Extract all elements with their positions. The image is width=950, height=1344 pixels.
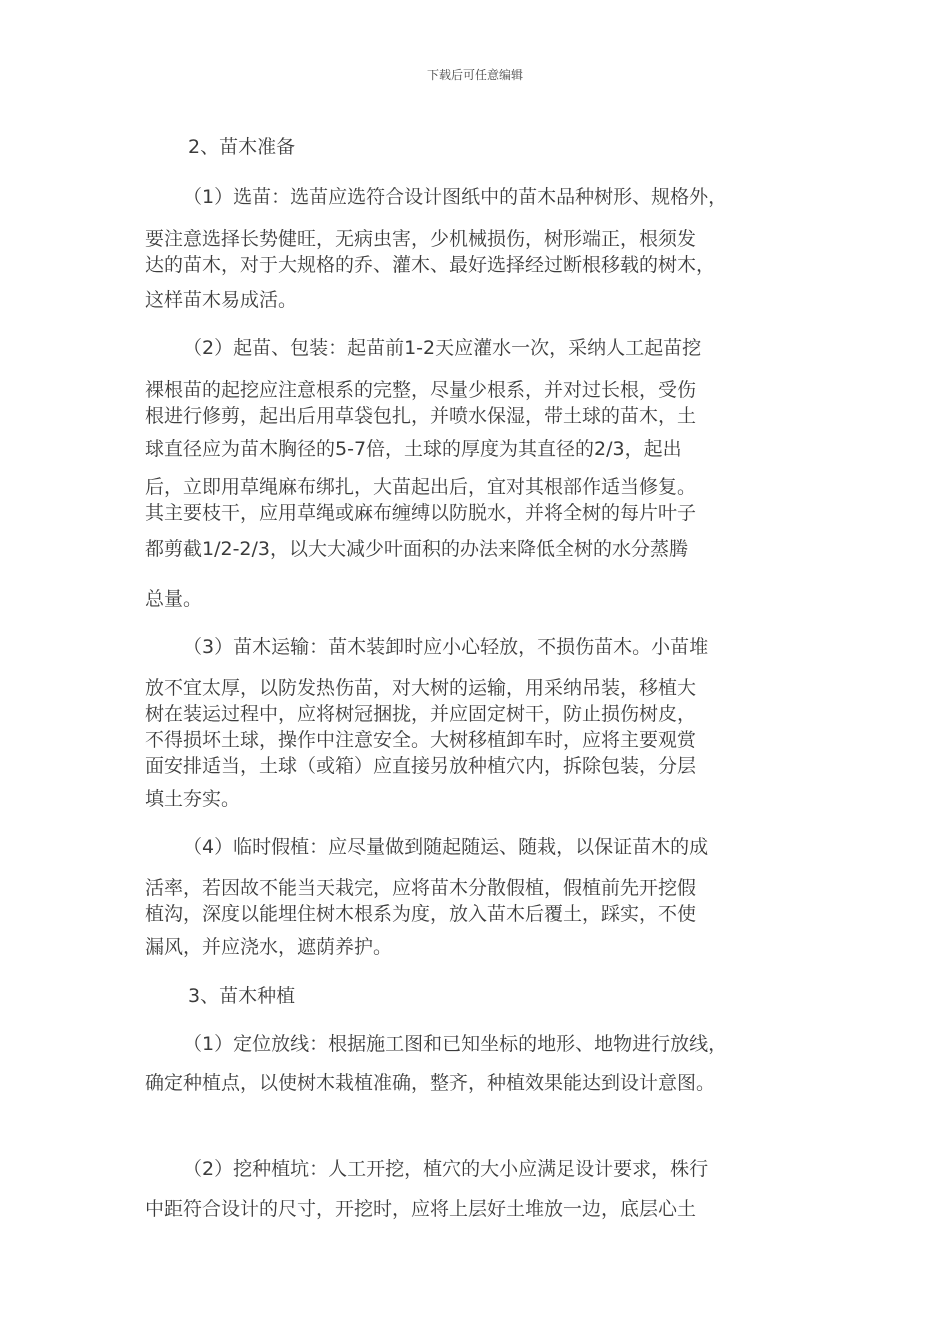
text-line: （3）苗木运输：苗木装卸时应小心轻放，不损伤苗木。小苗堆 — [183, 636, 709, 658]
text-line: （2）挖种植坑：人工开挖，植穴的大小应满足设计要求，株行 — [183, 1158, 709, 1180]
text-line: 总量。 — [145, 588, 203, 610]
text-line: 后，立即用草绳麻布绑扎，大苗起出后，宜对其根部作适当修复。 — [145, 476, 697, 498]
text-line: 这样苗木易成活。 — [145, 289, 298, 311]
text-line: （4）临时假植：应尽量做到随起随运、随栽，以保证苗木的成 — [183, 836, 709, 858]
text-line: （1）选苗：选苗应选符合设计图纸中的苗木品种树形、规格外， — [183, 186, 728, 208]
text-line: 其主要枝干，应用草绳或麻布缠缚以防脱水，并将全树的每片叶子 — [145, 502, 697, 524]
text-line: 不得损坏土球，操作中注意安全。大树移植卸车时，应将主要观赏 — [145, 729, 697, 751]
text-line: 漏风，并应浇水，遮荫养护。 — [145, 936, 393, 958]
text-line: 裸根苗的起挖应注意根系的完整，尽量少根系，并对过长根，受伤 — [145, 379, 697, 401]
text-line: 中距符合设计的尺寸，开挖时，应将上层好土堆放一边，底层心土 — [145, 1198, 697, 1220]
text-line: 面安排适当，土球（或箱）应直接另放种植穴内，拆除包装，分层 — [145, 755, 697, 777]
text-line: （2）起苗、包装：起苗前1-2天应灌水一次，采纳人工起苗挖 — [183, 337, 702, 359]
text-line: 达的苗木，对于大规格的乔、灌木、最好选择经过断根移载的树木， — [145, 254, 716, 276]
text-line: 根进行修剪，起出后用草袋包扎，并喷水保湿，带土球的苗木，土 — [145, 405, 697, 427]
text-line: 活率，若因故不能当天栽完，应将苗木分散假植，假植前先开挖假 — [145, 877, 697, 899]
text-line: 树在装运过程中，应将树冠捆拢，并应固定树干，防止损伤树皮， — [145, 703, 697, 725]
text-line: （1）定位放线：根据施工图和已知坐标的地形、地物进行放线， — [183, 1033, 728, 1055]
page-header: 下载后可任意编辑 — [426, 68, 523, 82]
text-line: 3、苗木种植 — [188, 985, 296, 1007]
text-line: 2、苗木准备 — [188, 136, 296, 158]
text-line: 要注意选择长势健旺，无病虫害，少机械损伤，树形端正，根须发 — [145, 228, 697, 250]
text-line: 放不宜太厚，以防发热伤苗，对大树的运输，用采纳吊装，移植大 — [145, 677, 697, 699]
text-line: 都剪截1/2-2/3，以大大减少叶面积的办法来降低全树的水分蒸腾 — [145, 538, 689, 560]
text-line: 填土夯实。 — [145, 788, 241, 810]
text-line: 植沟，深度以能埋住树木根系为度，放入苗木后覆土，踩实，不使 — [145, 903, 697, 925]
text-line: 球直径应为苗木胸径的5-7倍，土球的厚度为其直径的2/3，起出 — [145, 438, 682, 460]
text-line: 确定种植点，以使树木栽植准确，整齐，种植效果能达到设计意图。 — [145, 1072, 716, 1094]
